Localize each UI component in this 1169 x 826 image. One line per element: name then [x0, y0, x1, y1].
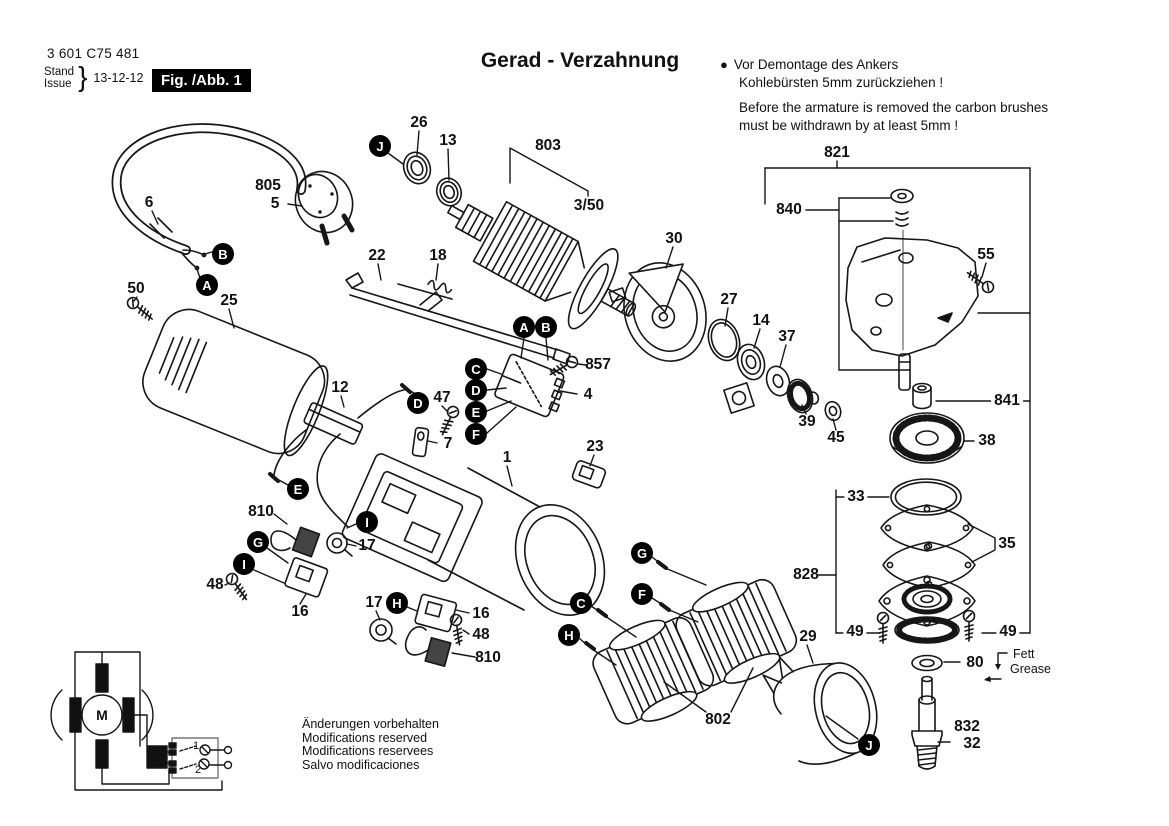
switch-lever: [346, 273, 570, 364]
part-label-16: 16: [472, 605, 490, 622]
part-label-35: 35: [998, 535, 1016, 552]
screw-49-left: [878, 613, 889, 644]
washer-80: [912, 656, 942, 671]
part-label-4: 4: [583, 386, 593, 403]
part-label-16: 16: [291, 603, 309, 620]
part-label-23: 23: [586, 438, 604, 455]
part-label-27: 27: [720, 291, 738, 308]
warning-de-line1: Vor Demontage des Ankers: [733, 57, 899, 72]
callout-B: B: [212, 243, 234, 265]
field-coil-left: [585, 605, 721, 736]
warning-en-line1: Before the armature is removed the carbon brushes: [739, 100, 1049, 115]
part-label-49: 49: [843, 623, 866, 641]
screw-50: [125, 295, 155, 323]
callout-A: A: [513, 316, 535, 338]
part-label-3/50: 3/50: [573, 197, 605, 214]
part-label-857: 857: [585, 356, 611, 373]
callout-J: J: [369, 135, 391, 157]
bullet-icon: ●: [720, 57, 728, 72]
part-label-49: 49: [996, 623, 1019, 641]
modification-notes: [302, 718, 439, 772]
switch: [494, 353, 571, 420]
bevel-gear-38: [890, 413, 964, 463]
terminal-2-label: 2: [194, 764, 202, 776]
part-label-39: 39: [798, 413, 816, 430]
screw-48-left: [224, 571, 251, 602]
callout-G: G: [247, 531, 269, 553]
part-label-802: 802: [705, 711, 731, 728]
part-label-13: 13: [439, 132, 457, 149]
callout-I: I: [356, 511, 378, 533]
note-de: Änderungen vorbehalten: [302, 717, 439, 731]
part-label-32: 32: [963, 735, 981, 752]
part-number: 3 601 C75 481: [47, 46, 140, 61]
stand-issue-block: [44, 60, 144, 92]
part-label-30: 30: [665, 230, 683, 247]
callout-J: J: [858, 734, 880, 756]
part-label-832: 832: [954, 718, 980, 735]
part-label-29: 29: [799, 628, 817, 645]
part-label-37: 37: [778, 328, 796, 345]
callout-H: H: [558, 624, 580, 646]
callout-B: B: [535, 316, 557, 338]
callout-D: D: [407, 392, 429, 414]
part-label-26: 26: [410, 114, 428, 131]
plate-7: [412, 427, 429, 457]
o-ring-33: [891, 479, 961, 515]
page-title: Gerad - Verzahnung: [480, 49, 680, 72]
issue-date: 13-12-12: [93, 71, 144, 85]
motor-housing: [134, 301, 337, 464]
warning-en-line2: must be withdrawn by at least 5mm !: [739, 118, 959, 133]
screw-55: [964, 268, 995, 295]
part-label-38: 38: [978, 432, 996, 449]
callout-A: A: [196, 274, 218, 296]
callout-G: G: [631, 542, 653, 564]
issue-label: Issue: [44, 78, 72, 90]
part-label-803: 803: [535, 137, 561, 154]
callout-E: E: [465, 401, 487, 423]
part-label-17: 17: [358, 537, 376, 554]
stand-label: Stand: [44, 66, 75, 78]
callout-E: E: [287, 478, 309, 500]
part-label-12: 12: [331, 379, 349, 396]
part-label-48: 48: [206, 576, 224, 593]
brush-holder-left: [271, 527, 352, 597]
part-label-828: 828: [793, 566, 819, 583]
bearing-flange: [879, 576, 975, 643]
part-label-841: 841: [991, 392, 1023, 410]
screw-49-right: [964, 611, 975, 642]
spade-h: [586, 643, 594, 649]
motor-symbol-label: M: [96, 707, 108, 723]
screw-47: [437, 405, 460, 437]
callout-D: D: [465, 379, 487, 401]
spindle: [912, 677, 942, 770]
spring-18: [427, 279, 453, 295]
part-label-840: 840: [776, 201, 802, 218]
part-label-47: 47: [433, 389, 451, 406]
grease-label-en: Grease: [1010, 662, 1051, 676]
part-label-7: 7: [443, 435, 453, 452]
block-unnumbered: [724, 383, 754, 413]
part-label-25: 25: [220, 292, 238, 309]
brace-glyph: }: [78, 60, 88, 92]
note-en: Modifications reserved: [302, 730, 428, 745]
part-label-810: 810: [248, 503, 274, 520]
part-label-810: 810: [475, 649, 501, 666]
callout-F: F: [631, 583, 653, 605]
callout-C: C: [570, 592, 592, 614]
sleeve-841: [913, 384, 931, 409]
note-fr: Modifications reservees: [302, 744, 434, 758]
part-label-55: 55: [977, 246, 995, 263]
button-840: [891, 190, 913, 227]
callout-F: F: [465, 423, 487, 445]
pin-840: [899, 354, 910, 390]
part-label-17: 17: [365, 594, 383, 611]
callout-H: H: [386, 592, 408, 614]
bearing-14: [733, 341, 769, 383]
part-label-805: 805: [255, 177, 281, 194]
button-23: [571, 460, 606, 489]
part-label-1: 1: [502, 449, 512, 466]
gear-housing: [846, 230, 978, 356]
part-label-5: 5: [270, 195, 280, 212]
warning-de-line2: Kohlebürsten 5mm zurückziehen !: [739, 75, 944, 90]
o-ring-27: [703, 315, 745, 364]
grease-label-de: Fett: [1013, 647, 1035, 661]
note-es: Salvo modificaciones: [302, 757, 420, 772]
terminal-1-label: 1: [192, 740, 200, 752]
part-label-50: 50: [127, 280, 145, 297]
part-label-33: 33: [844, 488, 867, 506]
wiring-schematic: [51, 652, 231, 790]
part-label-821: 821: [824, 144, 850, 161]
part-label-48: 48: [472, 626, 490, 643]
part-label-45: 45: [827, 429, 845, 446]
brush-holder-right: [370, 594, 457, 666]
part-label-80: 80: [966, 654, 984, 671]
part-label-22: 22: [368, 247, 386, 264]
part-label-6: 6: [144, 194, 154, 211]
callout-I: I: [233, 553, 255, 575]
part-label-14: 14: [752, 312, 770, 329]
brush-warning-note: [720, 56, 1048, 135]
figure-label: Fig. /Abb. 1: [152, 69, 251, 92]
part-label-18: 18: [429, 247, 447, 264]
callout-C: C: [465, 358, 487, 380]
